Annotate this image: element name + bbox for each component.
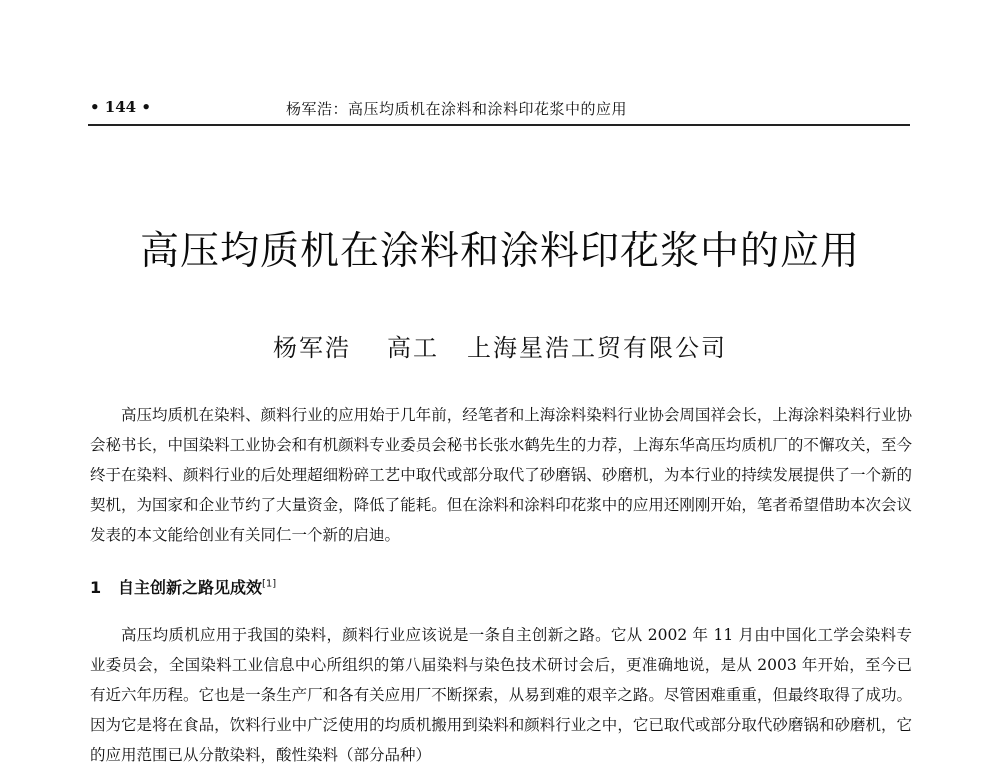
section-title: 自主创新之路见成效 [118,578,263,597]
running-header [88,96,910,126]
page-number: • 144 • [90,98,151,116]
running-title: 杨军浩：高压均质机在涂料和涂料印花浆中的应用 [286,100,628,118]
intro-paragraph: 高压均质机在染料、颜料行业的应用始于几年前，经笔者和上海涂料染料行业协会周国祥会长，上海涂料染料行业协会秘书长，中国染料工业协会和有机颜料专业委员会秘书长张水鹤先生的力荐，上海东华高压均质机厂的不懈攻关，至今终于在染料、颜料行业的后处理超细粉碎工艺中取代或部分取代了砂磨锅、砂磨机，为本行业的持续发展提供了一个新的契机，为国家和企业节约了大量资金，降低了能耗。但在涂料和涂料印花浆中的应用还刚刚开始，笔者希望借助本次会议发表的本文能给创业有关同仁一个新的启迪。 [90,406,912,544]
section-number: 1 [90,578,102,597]
section-heading [90,575,276,598]
body-paragraph: 高压均质机应用于我国的染料，颜料行业应该说是一条自主创新之路。它从 2002 年 11 月由中国化工学会染料专业委员会，全国染料工业信息中心所组织的第八届染料与染色技术研讨会后，更准确地说，是从 2003 年开始，至今已有近六年历程。它也是一条生产厂和各有关应用厂不断探索，从易到难的艰辛之路。尽管困难重重，但最终取得了成功。因为它是将在食品，饮料行业中广泛使用的均质机搬用到染料和颜料行业之中，它已取代或部分取代砂磨锅和砂磨机，它的应用范围已从分散染料，酸性染料（部分品种） [90,626,912,764]
author-position: 高工 [387,334,439,362]
citation-ref: [1] [262,578,277,590]
author-affiliation: 上海星浩工贸有限公司 [467,334,727,362]
author-name: 杨军浩 [273,334,351,362]
paper-title: 高压均质机在涂料和涂料印花浆中的应用 [139,229,860,274]
byline [0,328,1000,363]
